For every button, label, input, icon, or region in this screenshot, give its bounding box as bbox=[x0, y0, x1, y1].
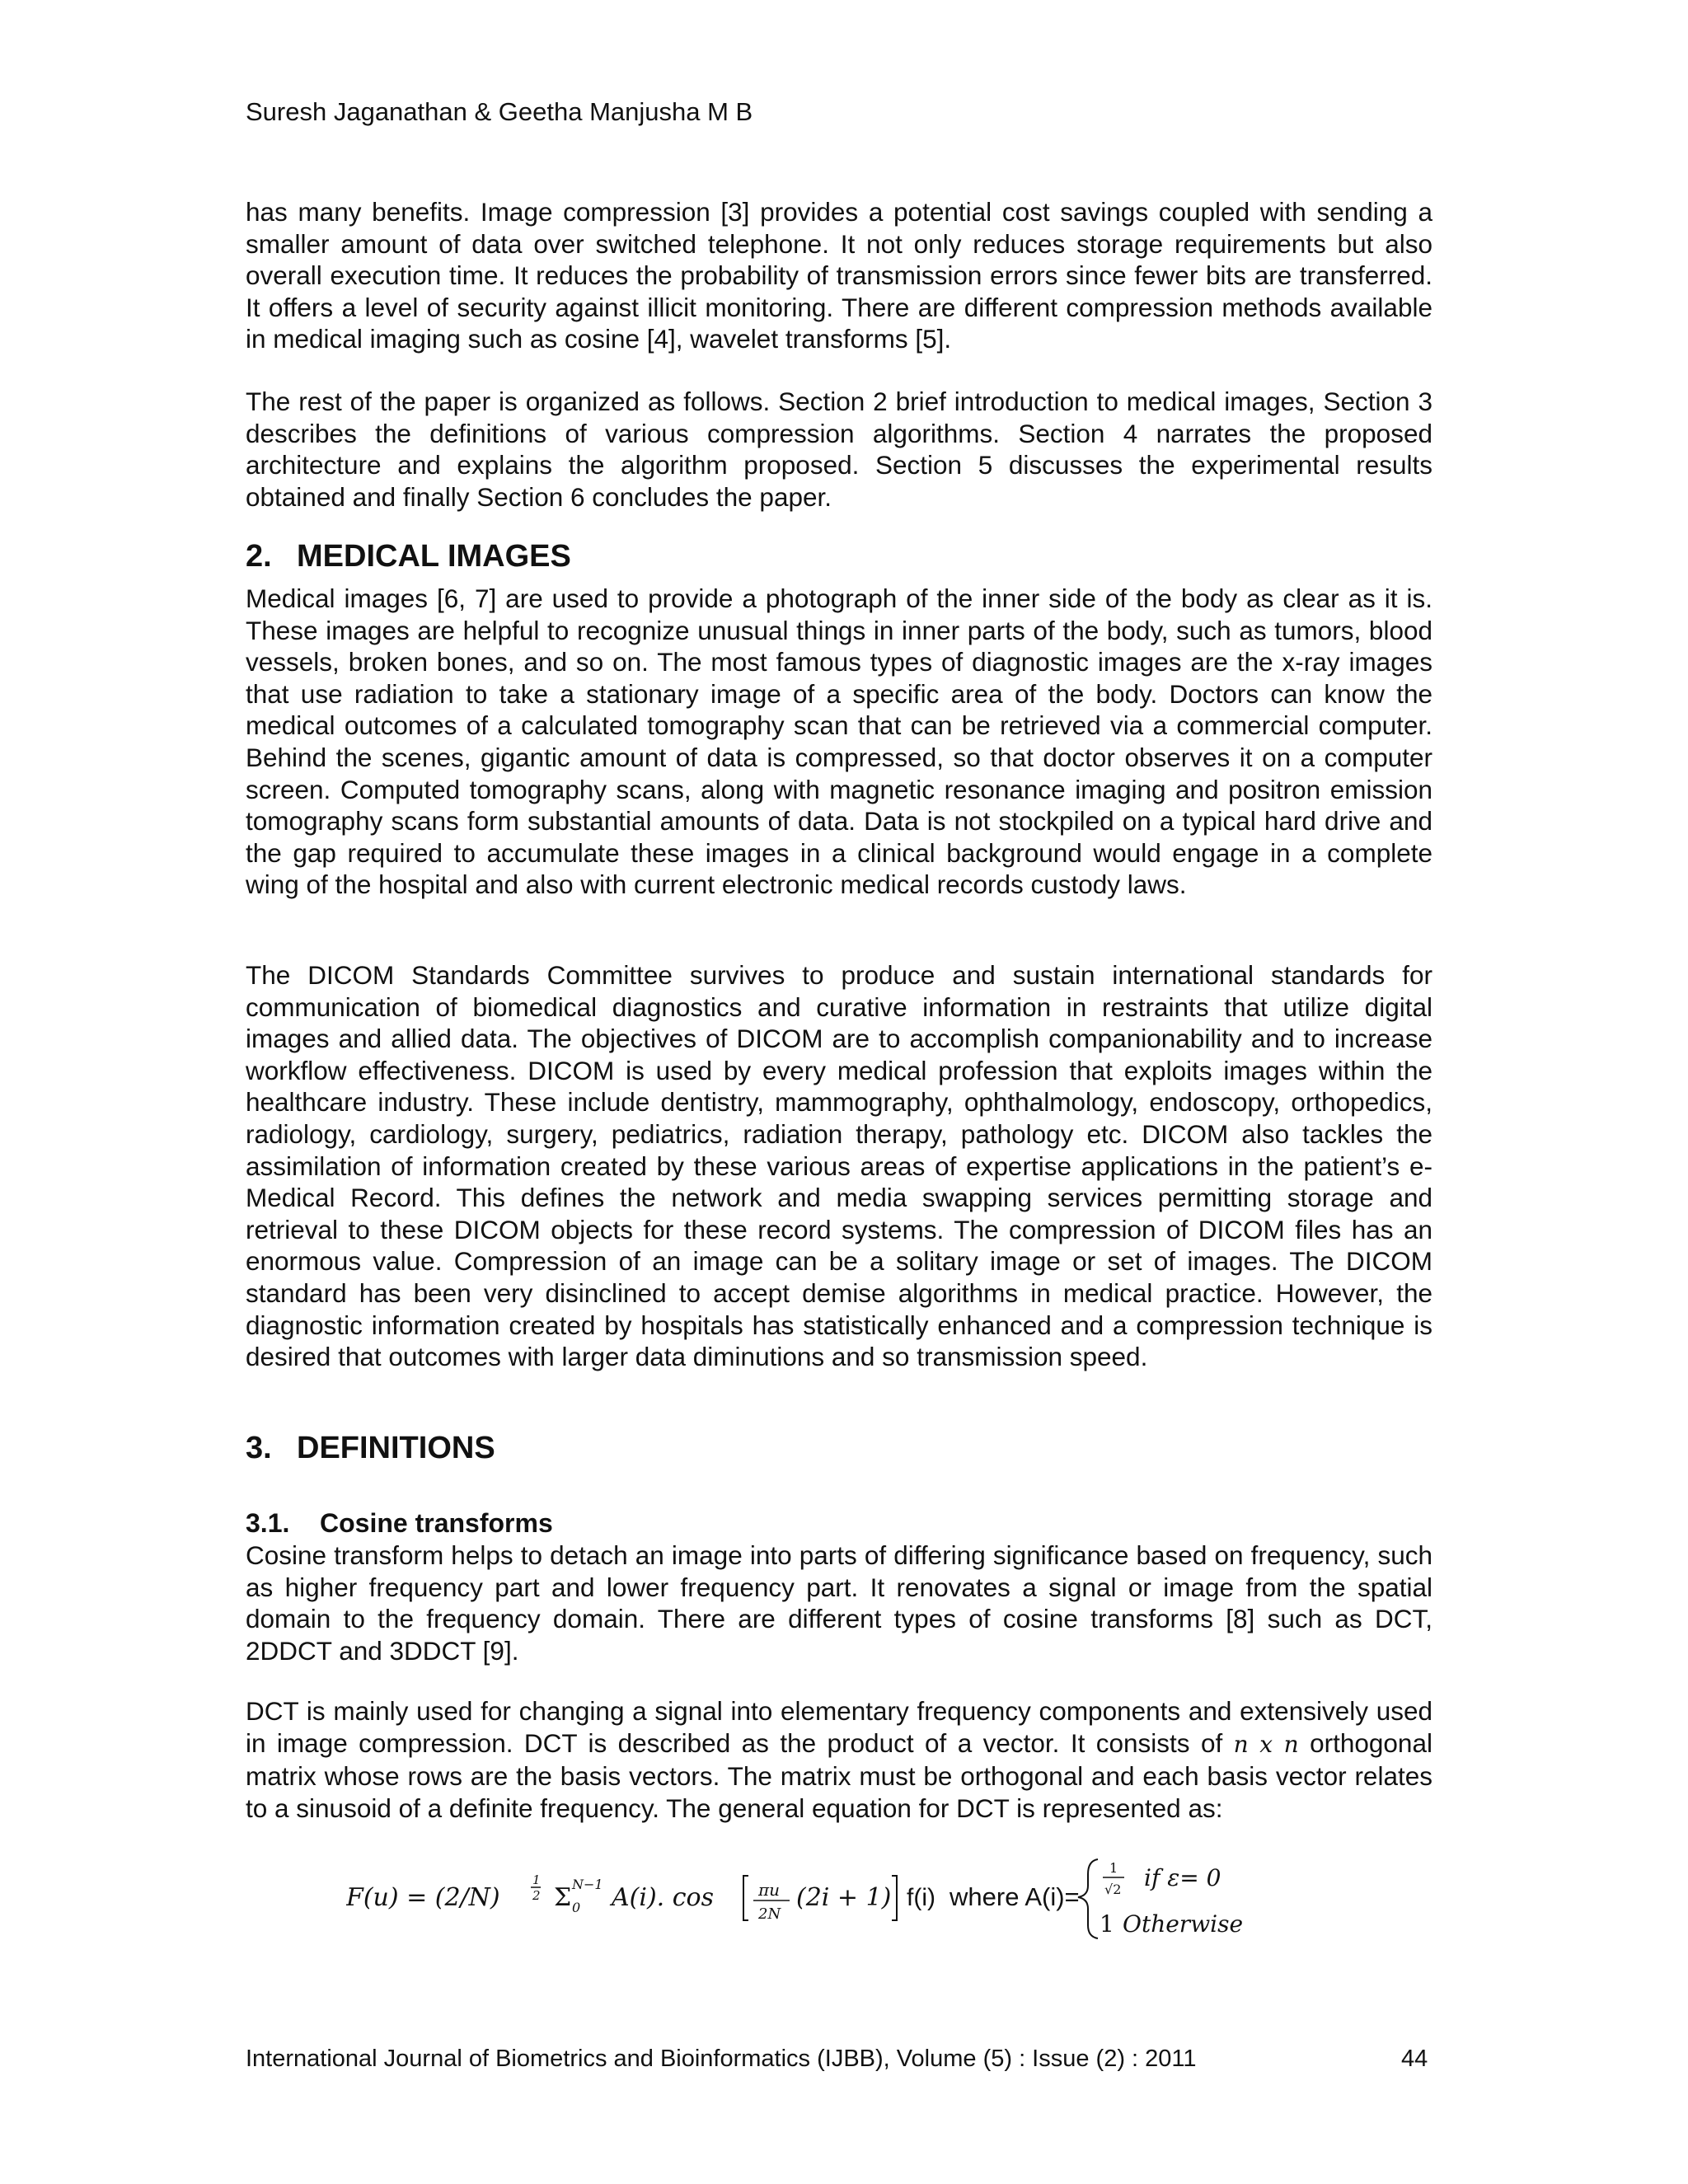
section-number: 2. bbox=[246, 539, 272, 574]
section-title: MEDICAL IMAGES bbox=[297, 539, 571, 574]
subsection-heading-cosine-transforms bbox=[246, 1508, 553, 1539]
footer-journal-citation: International Journal of Biometrics and Bioinformatics (IJBB), Volume (5) : Issue (2) : 2011 bbox=[246, 2046, 1197, 2072]
paragraph-dct bbox=[246, 1695, 1432, 1824]
subsection-title: Cosine transforms bbox=[320, 1508, 553, 1538]
dct-text-before: DCT is mainly used for changing a signal into elementary frequency components and extensively used in image compression. DCT is described as the product of a vector. It consists of bbox=[246, 1696, 1432, 1758]
section-title: DEFINITIONS bbox=[297, 1431, 495, 1465]
dct-equation bbox=[346, 1853, 1335, 1943]
summation-upper-limit: N−1 bbox=[572, 1877, 603, 1892]
summation-lower-limit: 0 bbox=[572, 1900, 581, 1915]
equation-term: A(i). cos bbox=[612, 1883, 714, 1912]
section-heading-medical-images bbox=[246, 539, 571, 574]
paragraph-benefits: has many benefits. Image compression [3] provides a potential cost savings coupled with sending a smaller amount of data over switched telephone. It not only reduces storage requirements but also overall execution time. It reduces the probability of transmission errors since fewer bits are transferred. It offers a level of security against illicit monitoring. There are different compression methods available in medical imaging such as cosine [4], wavelet transforms [5]. bbox=[246, 197, 1432, 354]
dct-text-after: orthogonal matrix whose rows are the basis vectors. The matrix must be orthogonal and each basis vector relates to a sinusoid of a definite frequency. The general equation for DCT is represented as: bbox=[246, 1727, 1432, 1823]
fraction-denominator: 2N bbox=[758, 1905, 781, 1923]
section-heading-definitions bbox=[246, 1431, 495, 1466]
paragraph-cosine-transform: Cosine transform helps to detach an image into parts of differing significance based on frequency, such as higher frequency part and lower frequency part. It renovates a signal or image from the spatial domain to the frequency domain. There are different types of cosine transforms [8] such as DCT, 2DDCT and 3DDCT [9]. bbox=[246, 1540, 1432, 1666]
equation-where: where A(i)= bbox=[950, 1882, 1080, 1911]
paragraph-dicom: The DICOM Standards Committee survives to produce and sustain international standards for communication of biomedical diagnostics and curative information in restraints that utilize digital images and allied data. The objectives of DICOM are to accomplish companionability and to increase workflow effectiveness. DICOM is used by every medical profession that exploits images within the healthcare industry. These include dentistry, mammography, ophthalmology, endoscopy, orthopedics, radiology, cardiology, surgery, pediatrics, radiation therapy, pathology etc. DICOM also tackles the assimilation of information created by these various areas of expertise applications in the patient’s e-Medical Record. This defines the network and media swapping services permitting storage and retrieval to these DICOM objects for these record systems. The compression of DICOM files has an enormous value. Compression of an image can be a solitary image or set of images. The DICOM standard has been very disinclined to accept demise algorithms in medical practice. However, the diagnostic information created by hospitals has statistically enhanced and a compression technique is desired that outcomes with larger data diminutions and so transmission speed. bbox=[246, 960, 1432, 1372]
equation-f: f(i) bbox=[907, 1884, 935, 1911]
section-number: 3. bbox=[246, 1431, 272, 1465]
running-head: Suresh Jaganathan & Geetha Manjusha M B bbox=[246, 97, 753, 126]
footer-page-number: 44 bbox=[1401, 2046, 1428, 2072]
exponent-numerator: 1 bbox=[532, 1872, 541, 1887]
equation-argument: (2i + 1) bbox=[796, 1883, 892, 1912]
case2-value: 1 bbox=[1100, 1910, 1114, 1938]
equation-lhs: F(u) = (2/N) bbox=[346, 1883, 500, 1912]
case1-numerator: 1 bbox=[1109, 1860, 1118, 1876]
exponent-denominator: 2 bbox=[532, 1888, 541, 1903]
matrix-size-math: n x n bbox=[1233, 1730, 1299, 1758]
paragraph-medical-images: Medical images [6, 7] are used to provide a photograph of the inner side of the body as clear as it is. These images are helpful to recognize unusual things in inner parts of the body, such as tumors, blood vessels, broken bones, and so on. The most famous types of diagnostic images are the x-ray images that use radiation to take a stationary image of a specific area of the body. Doctors can know the medical outcomes of a calculated tomography scan that can be retrieved via a commercial computer. Behind the scenes, gigantic amount of data is compressed, so that doctor observes it on a computer screen. Computed tomography scans, along with magnetic resonance imaging and positron emission tomography scans form substantial amounts of data. Data is not stockpiled on a typical hard drive and the gap required to accumulate these images in a clinical background would engage in a complete wing of the hospital and also with current electronic medical records custody laws. bbox=[246, 583, 1432, 900]
paragraph-organization: The rest of the paper is organized as follows. Section 2 brief introduction to medical images, Section 3 describes the definitions of various compression algorithms. Section 4 narrates the proposed architecture and explains the algorithm proposed. Section 5 discusses the experimental results obtained and finally Section 6 concludes the paper. bbox=[246, 387, 1432, 512]
case2-condition: Otherwise bbox=[1123, 1910, 1244, 1938]
subsection-number: 3.1. bbox=[246, 1508, 290, 1538]
summation-sign: Σ bbox=[554, 1883, 572, 1912]
fraction-numerator: πu bbox=[758, 1880, 781, 1900]
case1-denominator: √2 bbox=[1104, 1882, 1122, 1897]
case1-condition: if ε= 0 bbox=[1144, 1864, 1221, 1891]
